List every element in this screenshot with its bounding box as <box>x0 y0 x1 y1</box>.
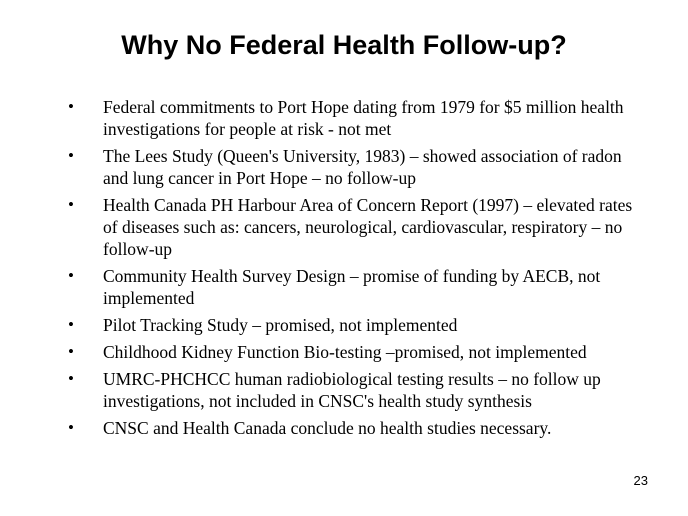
bullet-icon: • <box>68 146 74 165</box>
bullet-text: Pilot Tracking Study – promised, not implemented <box>103 315 458 335</box>
bullet-text: Health Canada PH Harbour Area of Concern Report (1997) – elevated rates of diseases such as: cancers, neurological, cardiovascular, respiratory – no follow-up <box>103 195 633 259</box>
bullet-item <box>68 145 648 189</box>
bullet-item <box>68 341 648 363</box>
page-number: 23 <box>633 473 648 488</box>
bullet-item <box>68 417 648 439</box>
bullet-text: Community Health Survey Design – promise of funding by AECB, not implemented <box>103 266 601 308</box>
bullet-icon: • <box>68 369 74 388</box>
bullet-text: Federal commitments to Port Hope dating from 1979 for $5 million health investigations for people at risk - not met <box>103 97 624 139</box>
bullet-icon: • <box>68 97 74 116</box>
bullet-text: Childhood Kidney Function Bio-testing –promised, not implemented <box>103 342 587 362</box>
slide-title: Why No Federal Health Follow-up? <box>121 30 567 60</box>
bullet-icon: • <box>68 266 74 285</box>
bullet-icon: • <box>68 342 74 361</box>
bullet-text: The Lees Study (Queen's University, 1983) – showed association of radon and lung cancer in Port Hope – no follow-up <box>103 146 622 188</box>
bullet-icon: • <box>68 315 74 334</box>
bullet-list <box>68 96 648 444</box>
bullet-item <box>68 96 648 140</box>
bullet-text: UMRC-PHCHCC human radiobiological testing results – no follow up investigations, not included in CNSC's health study synthesis <box>103 369 601 411</box>
bullet-item <box>68 265 648 309</box>
bullet-item <box>68 368 648 412</box>
bullet-item <box>68 194 648 260</box>
bullet-item <box>68 314 648 336</box>
bullet-icon: • <box>68 195 74 214</box>
bullet-text: CNSC and Health Canada conclude no health studies necessary. <box>103 418 552 438</box>
bullet-icon: • <box>68 418 74 437</box>
